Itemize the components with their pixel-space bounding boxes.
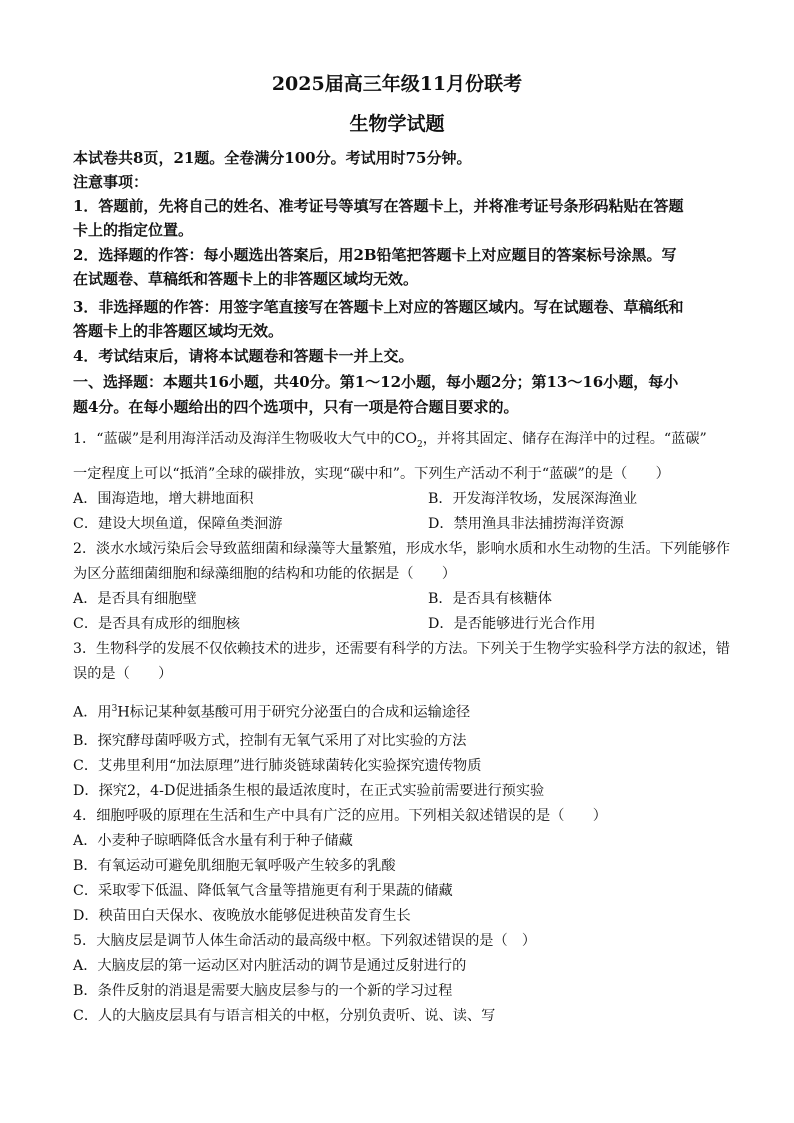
q1-co2-subscript: 2 xyxy=(416,439,423,450)
q1-option-c: C．建设大坝鱼道，保障鱼类洄游 xyxy=(73,516,283,532)
q3-isotope-superscript: 3 xyxy=(111,704,118,714)
q5-option-b: B．条件反射的消退是需要大脑皮层参与的一个新的学习过程 xyxy=(73,983,453,999)
q4-option-d: D．秧苗田白天保水、夜晚放水能够促进秧苗发育生长 xyxy=(73,908,411,924)
q1-stem-line-2: 一定程度上可以“抵消”全球的碳排放，实现“碳中和”。下列生产活动不利于“蓝碳”的是（ ） xyxy=(73,466,670,482)
exam-title: 2025届高三年级11月份联考 xyxy=(271,73,523,95)
notice-heading: 注意事项： xyxy=(73,173,149,191)
q1-option-b: B．开发海洋牧场，发展深海渔业 xyxy=(428,491,638,507)
subject-title: 生物学试题 xyxy=(349,113,445,135)
q3-option-a-pre: A．用 xyxy=(73,704,112,721)
notice-2-line-2: 在试题卷、草稿纸和答题卡上的非答题区域均无效。 xyxy=(73,270,419,288)
q2-option-a: A．是否具有细胞壁 xyxy=(73,591,197,607)
q4-option-a: A．小麦种子晾晒降低含水量有利于种子储藏 xyxy=(73,833,353,849)
notice-3-line-2: 答题卡上的非答题区域均无效。 xyxy=(73,322,284,340)
q1-option-a: A．围海造地，增大耕地面积 xyxy=(73,491,254,507)
q2-option-b: B．是否具有核糖体 xyxy=(428,591,552,607)
notice-3-line-1: 3．非选择题的作答：用签字笔直接写在答题卡上对应的答题区域内。写在试题卷、草稿纸和 xyxy=(73,298,684,316)
notice-2-line-1: 2．选择题的作答：每小题选出答案后，用2B铅笔把答题卡上对应题目的答案标号涂黑。写 xyxy=(73,246,677,264)
notice-1-line-2: 卡上的指定位置。 xyxy=(73,221,194,239)
q5-stem: 5．大脑皮层是调节人体生命活动的最高级中枢。下列叙述错误的是（ ） xyxy=(73,933,537,949)
q4-option-b: B．有氧运动可避免肌细胞无氧呼吸产生较多的乳酸 xyxy=(73,858,396,874)
q3-option-c: C．艾弗里利用“加法原理”进行肺炎链球菌转化实验探究遗传物质 xyxy=(73,758,482,774)
exam-summary: 本试卷共8页，21题。全卷满分100分。考试用时75分钟。 xyxy=(73,149,472,167)
q2-option-c: C．是否具有成形的细胞核 xyxy=(73,616,240,632)
q3-option-d: D．探究2，4-D促进插条生根的最适浓度时，在正式实验前需要进行预实验 xyxy=(73,783,545,799)
q1-stem-line-1 xyxy=(73,429,707,455)
q2-option-d: D．是否能够进行光合作用 xyxy=(428,616,596,632)
q4-stem: 4．细胞呼吸的原理在生活和生产中具有广泛的应用。下列相关叙述错误的是（ ） xyxy=(73,808,607,824)
notice-4: 4．考试结束后，请将本试题卷和答题卡一并上交。 xyxy=(73,347,414,365)
q2-stem-line-2: 为区分蓝细菌细胞和绿藻细胞的结构和功能的依据是（ ） xyxy=(73,566,457,582)
q1-stem-post: ，并将其固定、储存在海洋中的过程。“蓝碳” xyxy=(422,431,707,447)
q3-option-a-post: H标记某种氨基酸可用于研究分泌蛋白的合成和运输途径 xyxy=(117,704,471,721)
notice-1-line-1: 1．答题前，先将自己的姓名、准考证号等填写在答题卡上，并将准考证号条形码粘贴在答题 xyxy=(73,197,684,215)
q3-option-a xyxy=(73,699,470,723)
q5-option-a: A．大脑皮层的第一运动区对内脏活动的调节是通过反射进行的 xyxy=(73,958,467,974)
q3-stem-line-2: 误的是（ ） xyxy=(73,666,173,682)
q3-option-b: B．探究酵母菌呼吸方式，控制有无氧气采用了对比实验的方法 xyxy=(73,733,467,749)
q4-option-c: C．采取零下低温、降低氧气含量等措施更有利于果蔬的储藏 xyxy=(73,883,453,899)
q2-stem-line-1: 2．淡水水域污染后会导致蓝细菌和绿藻等大量繁殖，形成水华，影响水质和水生动物的生活。下列能够作 xyxy=(73,541,731,557)
q1-option-d: D．禁用渔具非法捕捞海洋资源 xyxy=(428,516,624,532)
section-1-line-2: 题4分。在每小题给出的四个选项中，只有一项是符合题目要求的。 xyxy=(73,398,519,416)
q3-stem-line-1: 3．生物科学的发展不仅依赖技术的进步，还需要有科学的方法。下列关于生物学实验科学方法的叙述，错 xyxy=(73,641,731,657)
q5-option-c: C．人的大脑皮层具有与语言相关的中枢，分别负责听、说、读、写 xyxy=(73,1008,496,1024)
section-1-line-1: 一、选择题：本题共16小题，共40分。第1～12小题，每小题2分；第13～16小题，每小 xyxy=(73,373,679,391)
q1-stem-pre: 1．“蓝碳”是利用海洋活动及海洋生物吸收大气中的CO xyxy=(73,431,417,447)
